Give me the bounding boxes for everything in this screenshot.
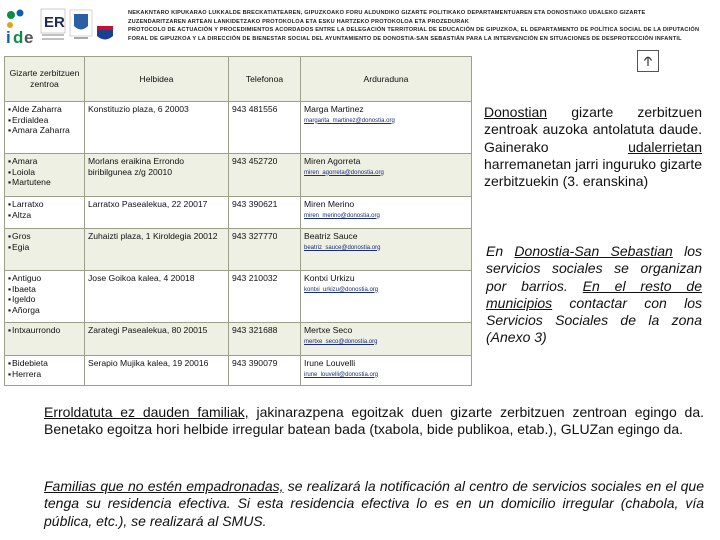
er-logo — [41, 9, 65, 40]
gipuzkoa-logo — [70, 10, 92, 39]
text-part: harremanetan jarri inguruko gizarte zerbitzuekin (3. eranskina) — [484, 155, 702, 190]
table-row — [5, 197, 472, 229]
manager-name: Miren Agorreta — [304, 156, 361, 166]
manager-name: Beatriz Sauce — [304, 231, 358, 241]
header-manager: Arduraduna — [301, 57, 472, 102]
district: ▪ Amara — [8, 156, 81, 167]
manager-email-link[interactable]: irune_louvelli@donostia.org — [304, 371, 379, 378]
spanish-note-unregistered — [44, 478, 704, 530]
manager-cell — [301, 323, 472, 356]
manager-email-link[interactable]: miren_agorreta@donostia.org — [304, 169, 384, 176]
address-cell: Zarategi Pasealekua, 80 20015 — [85, 323, 229, 356]
basque-note-unregistered — [44, 404, 704, 439]
address-cell: Zuhaizti plaza, 1 Kiroldegia 20012 — [85, 229, 229, 271]
district: ▪ Alde Zaharra — [8, 104, 81, 115]
address-cell: Morlans eraikina Errondo biribilgunea z/g 20010 — [85, 154, 229, 197]
manager-email-link[interactable]: kontxi_urkizu@donostia.org — [304, 286, 379, 293]
header-line-2: ZUZENDARITZAREN ARTEAN LANKIDETZAKO PROTOKOLOA ETA ESKU HARTZEKO PROTOKOLOA ETA PROZEDURAK — [128, 18, 469, 25]
basque-note-donostia — [484, 104, 702, 190]
manager-cell — [301, 229, 472, 271]
text-part: jakinarazpena egoitzak duen gizarte zerbitzuen zentroan egingo da. Benetako egoitza hori helbide irregular batean bada (txabola, bide publikoa, etab.), GLUZan egingo da. — [44, 404, 705, 438]
back-to-top-button[interactable] — [637, 50, 659, 72]
district: ▪ Altza — [8, 210, 81, 221]
underlined-resto-municipios: En el resto de municipios — [486, 277, 703, 311]
underlined-donostian: Donostian — [484, 104, 548, 120]
district: ▪ Larratxo — [8, 199, 81, 210]
table-row — [5, 229, 472, 271]
header-center: Gizarte zerbitzuen zentroa — [5, 57, 85, 102]
district: ▪ Loiola — [8, 167, 81, 178]
districts-cell — [5, 102, 85, 154]
district: ▪ Herrera — [8, 369, 81, 380]
manager-email-link[interactable]: miren_merino@donostia.org — [304, 212, 380, 219]
underlined-donostia-san-sebastian: Donostia-San Sebastian — [514, 243, 673, 259]
manager-email-link[interactable]: mertxe_seco@donostia.org — [304, 338, 378, 345]
header-phone: Telefonoa — [229, 57, 301, 102]
table-header-row — [5, 57, 472, 102]
district: ▪ Gros — [8, 231, 81, 242]
ide-logo — [6, 10, 33, 47]
phone-cell: 943 390621 — [229, 197, 301, 229]
address-cell: Konstituzio plaza, 6 20003 — [85, 102, 229, 154]
manager-cell — [301, 102, 472, 154]
manager-name: Marga Martinez — [304, 104, 364, 114]
phone-cell: 943 321688 — [229, 323, 301, 356]
spanish-note-donostia — [486, 243, 702, 347]
manager-email-link[interactable]: beatriz_sauce@donostia.org — [304, 244, 381, 251]
svg-text:e: e — [24, 28, 34, 46]
district: ▪ Igeldo — [8, 294, 81, 305]
district: ▪ Erdialdea — [8, 115, 81, 126]
header-line-3: PROTOCOLO DE ACTUACIÓN Y PROCEDIMIENTOS ACORDADOS ENTRE LA DELEGACIÓN TERRITORIAL DE EDUCACIÓN DE GIPUZKOA, EL DEPARTAMENTO DE POLÍTICA SOCIAL DE LA DIPUTACIÓN — [128, 27, 700, 34]
districts-cell — [5, 271, 85, 323]
table-row — [5, 154, 472, 197]
svg-text:i: i — [6, 28, 11, 46]
donostia-shield — [97, 26, 113, 40]
district: ▪ Añorga — [8, 305, 81, 316]
phone-cell: 943 210032 — [229, 271, 301, 323]
text-part: gizarte zerbitzuen zentroak auzoka antolatuta daude. Gainerako — [484, 104, 702, 155]
protocol-header — [128, 9, 714, 43]
underlined-erroldatuta: Erroldatuta ez dauden familiak, — [44, 404, 249, 420]
social-services-centers-table — [4, 56, 472, 386]
header-line-4: FORAL DE GIPUZKOA Y LA DIRECCIÓN DE BIENESTAR SOCIAL DEL AYUNTAMIENTO DE DONOSTIA-SAN SEBASTIÁN PARA LA INTERVENCIÓN EN SITUACIONES DE DESPROTECCIÓN INFANTIL — [128, 35, 682, 42]
manager-name: Miren Merino — [304, 199, 355, 209]
logo-strip — [4, 6, 116, 46]
districts-cell — [5, 356, 85, 386]
text-part: se realizará la notificación al centro de servicios sociales en el que tenga su residencia efectiva. Si esta residencia efectiva lo es en un domicilio irregular (chabola, vía pública, etc.), se realizará al SMUS. — [44, 478, 704, 529]
district: ▪ Antiguo — [8, 273, 81, 284]
district: ▪ Martutene — [8, 177, 81, 188]
phone-cell: 943 481556 — [229, 102, 301, 154]
phone-cell: 943 327770 — [229, 229, 301, 271]
underlined-familias: Familias que no estén empadronadas, — [44, 478, 284, 494]
table-row — [5, 356, 472, 386]
up-arrow-icon — [641, 54, 655, 68]
header-line-1: NEKAKNTARO KIPUKARAO LUKKALDE BRECKATIATEAREN, GIPUZKOAKO FORU ALDUNDIKO GIZARTE POLITIKAKO DEPARTAMENTUAREN ETA DONOSTIAKO UDALEKO GIZARTE — [128, 10, 646, 16]
districts-cell — [5, 229, 85, 271]
districts-cell — [5, 323, 85, 356]
address-cell: Larratxo Pasealekua, 22 20017 — [85, 197, 229, 229]
district: ▪ Ibaeta — [8, 284, 81, 295]
header-address: Helbidea — [85, 57, 229, 102]
phone-cell: 943 452720 — [229, 154, 301, 197]
manager-email-link[interactable]: margarita_martinez@donostia.org — [304, 117, 395, 124]
district: ▪ Intxaurrondo — [8, 325, 81, 336]
district: ▪ Bidebieta — [8, 358, 81, 369]
table-row — [5, 102, 472, 154]
phone-cell: 943 390079 — [229, 356, 301, 386]
district: ▪ Amara Zaharra — [8, 125, 81, 136]
district: ▪ Egia — [8, 242, 81, 253]
text-part: los servicios sociales se organizan por barrios. — [486, 243, 702, 294]
manager-cell — [301, 197, 472, 229]
manager-name: Irune Louvelli — [304, 358, 356, 368]
manager-name: Mertxe Seco — [304, 325, 353, 335]
manager-cell — [301, 154, 472, 197]
manager-cell — [301, 271, 472, 323]
svg-text:d: d — [13, 28, 24, 46]
address-cell: Jose Goikoa kalea, 4 20018 — [85, 271, 229, 323]
table-row — [5, 271, 472, 323]
manager-name: Kontxi Urkizu — [304, 273, 355, 283]
text-part: En — [486, 243, 515, 259]
text-part: contactar con los Servicios Sociales de la zona (Anexo 3) — [486, 294, 702, 346]
underlined-udalerrietan: udalerrietan — [628, 138, 702, 155]
svg-text:ER: ER — [44, 14, 65, 31]
table-row — [5, 323, 472, 356]
districts-cell — [5, 154, 85, 197]
address-cell: Serapio Mujika kalea, 19 20016 — [85, 356, 229, 386]
manager-cell — [301, 356, 472, 386]
districts-cell — [5, 197, 85, 229]
